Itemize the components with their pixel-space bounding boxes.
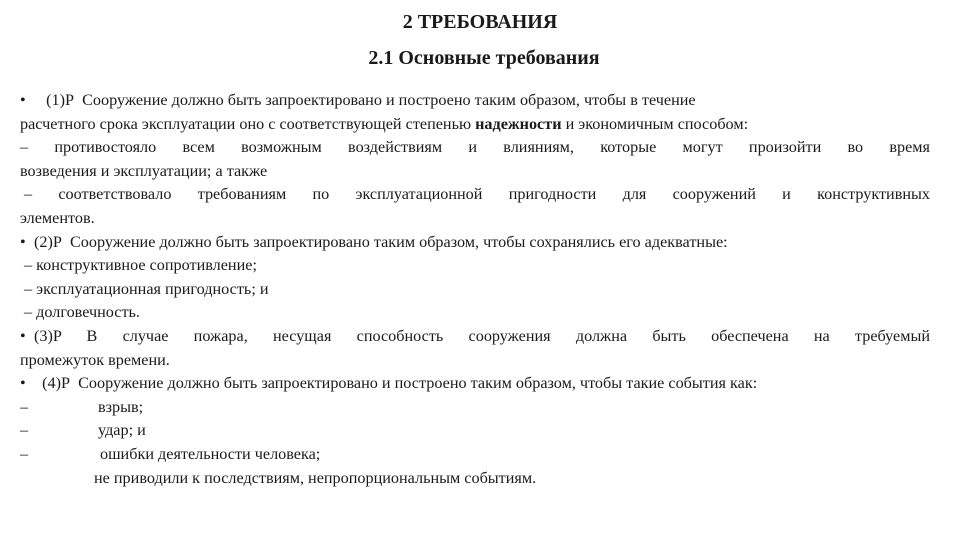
dash-marker: –: [20, 397, 29, 416]
requirement-3-label: (3)P: [34, 326, 62, 345]
bullet-icon: •: [20, 374, 26, 393]
requirement-1-label: (1)P: [46, 91, 75, 109]
dash-marker: –: [20, 444, 29, 463]
requirement-2-item: – конструктивное сопротивление;: [24, 256, 257, 275]
bullet-icon: •: [20, 91, 26, 109]
requirement-1-line-2: [20, 113, 930, 137]
requirement-1-text: Сооружение должно быть запроектировано и построено таким образом, чтобы в течение: [82, 91, 696, 109]
requirement-1-line-5: – соответствовало требованиям по эксплуатационной пригодности для сооружений и конструктивных: [24, 185, 930, 204]
requirement-4-line-1: [20, 372, 930, 396]
requirement-4-item-text: ошибки деятельности человека;: [100, 444, 321, 463]
requirement-1-line-3: – противостояло всем возможным воздействиям и влияниям, которые могут произойти во время: [20, 138, 930, 157]
requirement-4-item: [20, 443, 930, 467]
requirement-1-text-post: и экономичным способом:: [561, 114, 749, 133]
requirement-4-item: [20, 396, 930, 420]
bullet-icon: •: [20, 232, 26, 251]
requirement-1-line-4: возведения и эксплуатации; а также: [20, 161, 268, 180]
requirement-2-line-1: [20, 231, 930, 255]
requirement-1-text-pre: расчетного срока эксплуатации оно с соответствующей степенью: [20, 114, 476, 133]
requirement-1-line-6: элементов.: [20, 208, 95, 227]
requirement-4-tail: не приводили к последствиям, непропорциональным событиям.: [94, 468, 537, 487]
requirement-4-item-text: взрыв;: [98, 397, 144, 416]
bullet-icon: •: [20, 326, 26, 345]
requirement-2-text: Сооружение должно быть запроектировано таким образом, чтобы сохранялись его адекватные:: [69, 232, 728, 251]
requirement-2-item: – эксплуатационная пригодность; и: [24, 279, 269, 298]
section-title: 2 ТРЕБОВАНИЯ: [402, 11, 558, 33]
requirement-4-text: Сооружение должно быть запроектировано и построено таким образом, чтобы такие события как:: [78, 374, 758, 393]
requirement-3-line-1: [20, 325, 930, 349]
requirement-3-line-2: промежуток времени.: [20, 350, 170, 369]
requirement-4-item-text: удар; и: [98, 421, 146, 440]
subsection-title: 2.1 Основные требования: [368, 47, 600, 69]
requirements-text: [20, 89, 930, 490]
dash-marker: –: [20, 421, 29, 440]
requirement-3-text: В случае пожара, несущая способность сооружения должна быть обеспечена на требуемый: [86, 326, 930, 345]
requirement-2-label: (2)P: [34, 232, 62, 251]
reliability-emphasis: надежности: [475, 114, 562, 133]
requirement-4-label: (4)P: [42, 374, 70, 393]
requirement-2-item: – долговечность.: [24, 303, 140, 322]
requirement-4-item: [20, 419, 930, 443]
requirement-1-line-1: [20, 89, 930, 113]
